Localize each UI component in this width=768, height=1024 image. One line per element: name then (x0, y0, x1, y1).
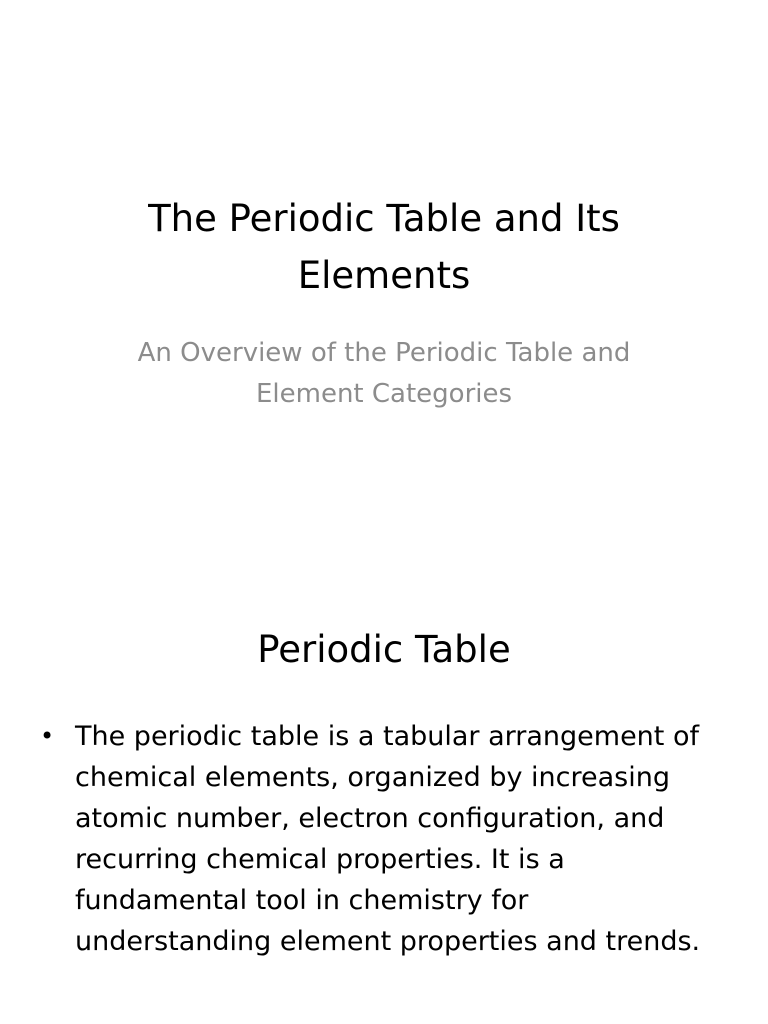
slide-title: The Periodic Table and Its Elements (148, 197, 620, 297)
slide-heading: Periodic Table (257, 628, 511, 671)
bullet-item (40, 716, 730, 962)
bullet-list (40, 716, 730, 962)
content-slide (0, 512, 768, 1024)
slide-subtitle: An Overview of the Periodic Table and Element Categories (137, 338, 631, 409)
bullet-text: The periodic table is a tabular arrangement of chemical elements, organized by increasing atomic number, electron configuration, and recurring chemical properties. It is a fundamental tool in chemistry for understanding element properties and trends. (75, 721, 701, 957)
bullet-icon: • (40, 722, 55, 750)
